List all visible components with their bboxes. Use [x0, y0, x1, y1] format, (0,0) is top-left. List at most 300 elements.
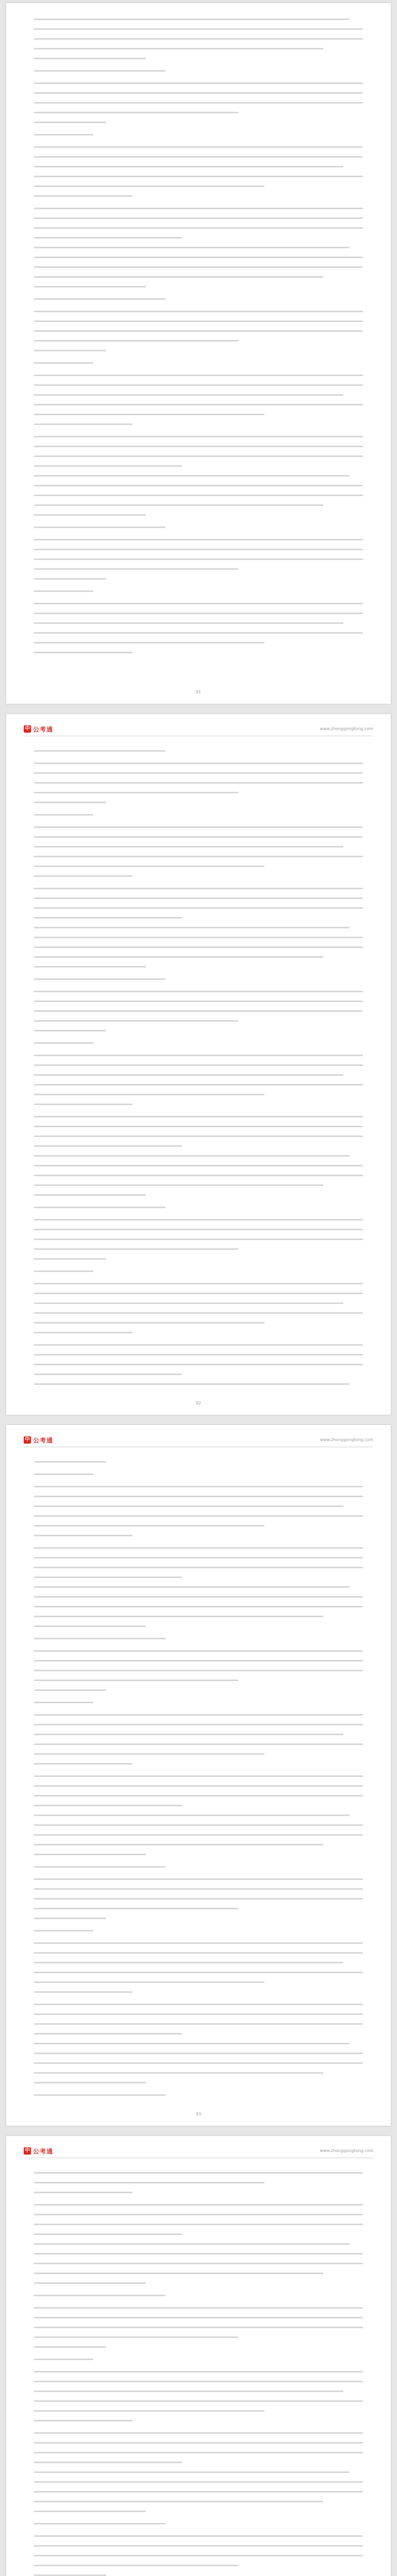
text-bar: [34, 166, 343, 167]
text-line: [34, 1071, 343, 1078]
text-line: [34, 811, 93, 818]
text-line: [34, 1885, 363, 1892]
text-line: [34, 327, 363, 334]
text-line: [34, 629, 363, 636]
text-bar: [34, 2346, 106, 2348]
text-bar: [34, 2172, 363, 2174]
text-bar: [34, 888, 363, 889]
text-line: [34, 2240, 350, 2247]
text-bar: [34, 2033, 182, 2035]
text-bar: [34, 475, 350, 477]
text-bar: [34, 2523, 166, 2524]
text-line: [34, 55, 146, 62]
text-line: [34, 2507, 146, 2515]
text-line: [34, 649, 133, 656]
text-line: [34, 2040, 350, 2047]
text-bar: [34, 1743, 363, 1745]
text-bar: [34, 1165, 363, 1166]
text-bar: [34, 750, 166, 752]
text-line: [34, 371, 363, 379]
text-line: [34, 472, 350, 479]
text-bar: [34, 814, 93, 816]
text-bar: [34, 320, 363, 322]
document-page: [6, 1425, 391, 2126]
text-bar: [34, 1104, 133, 1105]
text-bar: [34, 2359, 93, 2360]
text-line: [34, 1017, 238, 1024]
text-bar: [34, 2371, 363, 2372]
text-bar: [34, 1001, 363, 1002]
text-line: [34, 2211, 363, 2218]
text-bar: [34, 1991, 133, 1993]
text-line: [34, 1216, 363, 1223]
text-bar: [34, 2243, 350, 2245]
text-bar: [34, 1136, 363, 1137]
text-line: [34, 401, 363, 408]
text-bar: [34, 2511, 146, 2512]
text-line: [34, 1573, 182, 1581]
text-bar: [34, 1194, 146, 1196]
text-line: [34, 2189, 133, 2196]
text-line: [34, 1841, 323, 1848]
text-line: [34, 359, 93, 366]
text-line: [34, 308, 363, 315]
text-line: [34, 1081, 363, 1088]
text-line: [34, 2488, 363, 2495]
text-line: [34, 35, 363, 42]
text-bar: [34, 1020, 238, 1022]
text-bar: [34, 1219, 363, 1221]
text-line: [34, 1939, 363, 1946]
text-line: [34, 2368, 363, 2375]
text-line: [34, 872, 133, 879]
text-line: [34, 2562, 238, 2569]
text-bar: [34, 1258, 106, 1260]
text-line: [34, 546, 363, 553]
text-bar: [34, 2053, 363, 2054]
text-bar: [34, 1616, 323, 1617]
text-line: [34, 1635, 166, 1642]
text-line: [34, 1686, 106, 1693]
text-line: [34, 1647, 363, 1654]
text-bar: [34, 1888, 363, 1890]
text-line: [34, 25, 363, 32]
text-bar: [34, 2400, 363, 2402]
text-bar: [34, 257, 363, 258]
text-bar: [34, 1515, 363, 1517]
text-bar: [34, 1734, 343, 1735]
text-bar: [34, 897, 363, 899]
text-bar: [34, 1557, 363, 1558]
text-line: [34, 1905, 238, 1912]
text-line: [34, 1226, 363, 1233]
text-line: [34, 1191, 146, 1198]
text-line: [34, 1613, 323, 1620]
document-page: [6, 714, 391, 1415]
text-line: [34, 482, 363, 489]
text-bar: [34, 1753, 264, 1755]
text-bar: [34, 122, 106, 123]
text-line: [34, 1699, 93, 1706]
text-bar: [34, 19, 350, 20]
text-bar: [34, 362, 93, 364]
text-bar: [34, 455, 363, 457]
text-bar: [34, 762, 363, 764]
text-bar: [34, 2555, 363, 2556]
text-line: [34, 15, 350, 23]
text-bar: [34, 1239, 363, 1240]
text-line: [34, 2449, 363, 2456]
text-bar: [34, 298, 166, 300]
text-line: [34, 153, 363, 160]
text-bar: [34, 266, 363, 268]
text-bar: [34, 156, 363, 158]
text-line: [34, 2059, 363, 2066]
text-bar: [34, 414, 264, 415]
text-line: [34, 2250, 363, 2257]
text-bar: [34, 1898, 363, 1900]
text-line: [34, 1622, 146, 1630]
text-bar: [34, 946, 363, 948]
text-bar: [34, 1010, 363, 1012]
text-line: [34, 1470, 93, 1478]
text-bar: [34, 1175, 363, 1176]
text-bar: [34, 1596, 363, 1598]
text-line: [34, 1142, 182, 1149]
text-line: [34, 273, 323, 280]
text-line: [34, 2179, 264, 2186]
text-bar: [34, 2545, 363, 2547]
text-line: [34, 452, 363, 460]
text-line: [34, 843, 343, 850]
text-bar: [34, 423, 133, 425]
text-bar: [34, 956, 323, 958]
text-bar: [34, 146, 363, 148]
text-line: [34, 381, 363, 388]
text-bar: [34, 1473, 93, 1475]
text-bar: [34, 436, 363, 437]
text-line: [34, 963, 146, 970]
text-line: [34, 1750, 264, 1757]
text-bar: [34, 1283, 363, 1284]
text-line: [34, 953, 323, 960]
text-line: [34, 1721, 363, 1728]
text-line: [34, 600, 363, 607]
text-bar: [34, 2317, 363, 2318]
text-bar: [34, 1577, 182, 1578]
text-line: [34, 2279, 146, 2286]
text-line: [34, 1657, 363, 1664]
text-line: [34, 67, 166, 74]
text-line: [34, 492, 363, 499]
text-bar: [34, 227, 363, 229]
text-line: [34, 1299, 343, 1307]
text-line: [34, 2221, 363, 2228]
text-line: [34, 789, 238, 796]
text-line: [34, 1914, 106, 1922]
text-line: [34, 1061, 363, 1069]
text-line: [34, 2324, 363, 2331]
text-line: [34, 1959, 343, 1966]
text-line: [34, 1204, 166, 1211]
text-bar: [34, 1312, 363, 1314]
text-line: [34, 1007, 363, 1014]
text-line: [34, 779, 363, 786]
text-line: [34, 263, 363, 270]
text-bar: [34, 485, 363, 486]
text-bar: [34, 1064, 363, 1066]
text-line: [34, 2010, 363, 2018]
text-bar: [34, 340, 238, 342]
text-line: [34, 1512, 363, 1519]
text-line: [34, 1792, 363, 1799]
text-line: [34, 2343, 106, 2350]
text-line: [34, 2468, 350, 2476]
text-bar: [34, 846, 343, 848]
text-bar: [34, 991, 363, 992]
text-bar: [34, 237, 182, 239]
text-line: [34, 118, 106, 126]
text-bar: [34, 1785, 363, 1787]
text-bar: [34, 1302, 343, 1304]
text-bar: [34, 875, 133, 877]
text-bar: [34, 1229, 363, 1230]
text-bar: [34, 2082, 146, 2083]
text-line: [34, 1458, 106, 1465]
text-line: [34, 1370, 182, 1378]
text-bar: [34, 2214, 363, 2215]
text-line: [34, 555, 363, 563]
text-line: [34, 2079, 146, 2086]
text-bar: [34, 2253, 363, 2255]
text-bar: [34, 2224, 363, 2225]
text-bar: [34, 446, 363, 447]
text-bar: [34, 937, 363, 938]
text-line: [34, 2498, 323, 2505]
text-line: [34, 1172, 363, 1179]
text-line: [34, 2030, 182, 2037]
text-line: [34, 1361, 363, 1368]
text-bar: [34, 1293, 363, 1294]
text-bar: [34, 1332, 133, 1333]
text-line: [34, 536, 363, 543]
text-bar: [34, 28, 363, 30]
text-bar: [34, 1116, 363, 1117]
text-line: [34, 214, 363, 222]
text-line: [34, 2069, 323, 2076]
text-bar: [34, 2327, 363, 2328]
text-line: [34, 2230, 182, 2238]
text-bar: [34, 2442, 363, 2444]
text-bar: [34, 2295, 166, 2296]
text-bar: [34, 1084, 363, 1086]
text-bar: [34, 495, 363, 496]
text-bar: [34, 2233, 182, 2235]
text-bar: [34, 2043, 350, 2044]
text-bar: [34, 1815, 350, 1816]
logo-text: 公考通: [33, 1436, 54, 1444]
text-line: [34, 2407, 264, 2414]
text-line: [34, 1255, 106, 1262]
text-line: [34, 1676, 238, 1684]
text-line: [34, 1593, 363, 1600]
text-bar: [34, 1383, 350, 1385]
document-page: [6, 3, 391, 704]
text-line: [34, 2001, 363, 2008]
text-bar: [34, 2462, 182, 2463]
text-line: [34, 462, 182, 469]
text-line: [34, 1772, 363, 1780]
text-bar: [34, 2004, 363, 2005]
text-bar: [34, 1763, 133, 1765]
text-line: [34, 1949, 363, 1956]
text-line: [34, 244, 350, 251]
text-bar: [34, 836, 363, 838]
text-line: [34, 1329, 133, 1336]
text-bar: [34, 1805, 182, 1806]
text-bar: [34, 622, 343, 624]
text-bar: [34, 1374, 182, 1375]
text-bar: [34, 1844, 323, 1845]
text-bar: [34, 603, 363, 604]
text-bar: [34, 568, 238, 570]
text-line: [34, 224, 363, 231]
text-line: [34, 639, 264, 646]
page-number: 93: [195, 2112, 202, 2116]
logo-text: 公考通: [33, 2147, 54, 2155]
text-bar: [34, 558, 363, 560]
text-bar: [34, 1908, 238, 1909]
text-line: [34, 823, 363, 831]
text-bar: [34, 1670, 363, 1671]
logo-icon: 中: [25, 1437, 30, 1443]
text-line: [34, 2387, 343, 2395]
text-line: [34, 1309, 363, 1316]
text-bar: [34, 1702, 93, 1703]
page-header: [24, 2146, 373, 2158]
text-bar: [34, 2013, 363, 2015]
text-line: [34, 943, 363, 951]
text-bar: [34, 38, 363, 40]
text-line: [34, 411, 264, 418]
text-bar: [34, 792, 238, 793]
text-bar: [34, 2263, 363, 2264]
text-line: [34, 79, 363, 87]
text-line: [34, 2542, 363, 2549]
text-bar: [34, 1505, 343, 1507]
text-bar: [34, 1270, 93, 1272]
text-line: [34, 433, 363, 440]
text-line: [34, 1152, 350, 1159]
text-line: [34, 89, 363, 96]
text-line: [34, 1522, 264, 1529]
text-line: [34, 1583, 350, 1590]
text-line: [34, 914, 182, 921]
text-line: [34, 1100, 133, 1108]
text-line: [34, 2333, 238, 2341]
text-line: [34, 1245, 238, 1252]
text-line: [34, 163, 343, 170]
text-bar: [34, 1364, 363, 1365]
text-bar: [34, 2491, 363, 2493]
logo: [24, 724, 53, 734]
text-line: [34, 1988, 133, 1995]
text-bar: [34, 1981, 264, 1983]
text-bar: [34, 1689, 106, 1691]
text-line: [34, 1831, 363, 1838]
text-bar: [34, 1248, 238, 1250]
text-line: [34, 1895, 363, 1902]
text-bar: [34, 2391, 343, 2392]
text-line: [34, 2314, 363, 2321]
text-bar: [34, 82, 363, 84]
text-bar: [34, 1942, 363, 1944]
text-bar: [34, 1486, 363, 1487]
text-bar: [34, 102, 363, 104]
logo: [24, 1435, 53, 1445]
text-line: [34, 109, 238, 116]
text-bar: [34, 1354, 363, 1355]
text-line: [34, 1181, 323, 1189]
text-bar: [34, 2307, 363, 2309]
text-bar: [34, 866, 264, 867]
text-bar: [34, 549, 363, 550]
text-line: [34, 45, 323, 52]
text-line: [34, 1502, 343, 1510]
text-bar: [34, 1714, 363, 1716]
text-bar: [34, 539, 363, 540]
logo-text: 公考通: [33, 725, 54, 733]
text-bar: [34, 2481, 363, 2483]
text-bar: [34, 134, 93, 135]
text-bar: [34, 176, 363, 177]
text-bar: [34, 185, 264, 187]
text-bar: [34, 1344, 363, 1346]
text-bar: [34, 112, 238, 113]
text-line: [34, 295, 166, 302]
text-line: [34, 234, 182, 241]
text-bar: [34, 504, 323, 506]
text-line: [34, 924, 350, 931]
text-bar: [34, 48, 323, 49]
text-line: [34, 283, 146, 290]
text-bar: [34, 1606, 363, 1607]
text-line: [34, 1667, 363, 1674]
text-bar: [34, 2273, 323, 2274]
text-bar: [34, 632, 363, 634]
text-bar: [34, 384, 363, 386]
text-line: [34, 988, 363, 995]
text-line: [34, 253, 363, 261]
text-line: [34, 2571, 106, 2576]
text-bar: [34, 208, 363, 209]
text-bar: [34, 1042, 93, 1044]
text-line: [34, 609, 363, 617]
text-line: [34, 1731, 343, 1738]
text-line: [34, 391, 343, 398]
text-line: [34, 1603, 363, 1610]
text-line: [34, 1235, 363, 1243]
text-bar: [34, 1461, 106, 1463]
text-line: [34, 2355, 93, 2363]
text-bar: [34, 1496, 363, 1497]
text-bar: [34, 2452, 363, 2453]
text-bar: [34, 1145, 182, 1147]
text-line: [34, 1711, 363, 1718]
text-line: [34, 1564, 363, 1571]
text-bar: [34, 1854, 146, 1855]
text-line: [34, 2397, 363, 2404]
